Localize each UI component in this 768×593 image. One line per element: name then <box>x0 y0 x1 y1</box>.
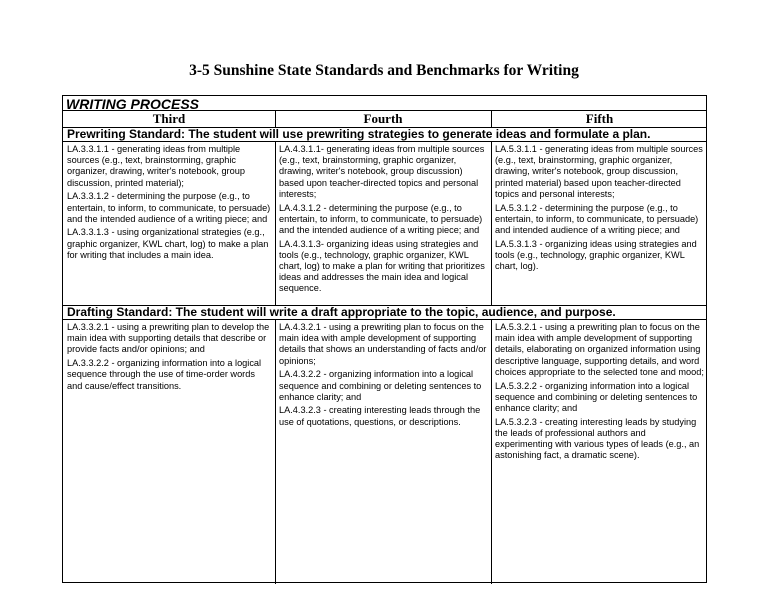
benchmark-text: LA.5.3.1.3 - organizing ideas using strategies and tools (e.g., technology, graphic organizer, KWL chart, log). <box>495 238 697 272</box>
benchmark-text: LA.5.3.1.1 - generating ideas from multiple sources (e.g., text, brainstorming, graphic organizer, drawing, writer's notebook, group discussion, printed material) based upon teacher-directed topics and personal interests; <box>495 144 703 199</box>
drafting-standard: Drafting Standard: The student will write a draft appropriate to the topic, audience, and purpose. <box>67 305 616 319</box>
column-header-fifth: Fifth <box>585 111 614 126</box>
benchmark-text: LA.3.3.2.2 - organizing information into a logical sequence through the use of time-order words and cause/effect transitions. <box>67 358 262 391</box>
benchmark-text: LA.5.3.2.3 - creating interesting leads by studying the leads of professional authors and experimenting with various types of leads (e.g., an astonishing fact, a dramatic scene). <box>495 416 700 461</box>
drafting-third-cell <box>67 322 271 394</box>
benchmark-text: LA.4.3.2.2 - organizing information into a logical sequence and combining or deleting sentences to enhance clarity; and <box>279 369 482 402</box>
standards-table <box>62 95 707 583</box>
benchmark-text: LA.5.3.2.2 - organizing information into a logical sequence and combining or deleting sentences to enhance clarity; and <box>495 380 698 413</box>
benchmark-text: LA.3.3.1.1 - generating ideas from multiple sources (e.g., text, brainstorming, graphic organizer, drawing, writer's notebook, group discussion, printed material); <box>67 144 245 188</box>
benchmark-text: LA.3.3.1.2 - determining the purpose (e.g., to entertain, to inform, to communicate, to persuade) and the intended audience of a writing piece; and <box>67 191 271 224</box>
prewriting-third-cell <box>67 144 271 264</box>
prewriting-fifth-cell <box>495 144 705 275</box>
benchmark-text: LA.4.3.1.1- generating ideas from multiple sources (e.g., text, brainstorming, graphic organizer, drawing, writer's notebook, group discussion) based upon teacher-directed topics and personal interests; <box>279 144 485 199</box>
document-title: 3-5 Sunshine State Standards and Benchmarks for Writing <box>189 62 579 79</box>
benchmark-text: LA.3.3.1.3 - using organizational strategies (e.g., graphic organizer, KWL chart, log) to make a plan for writing that includes a main idea. <box>67 227 269 260</box>
benchmark-text: LA.4.3.2.1 - using a prewriting plan to focus on the main idea with ample development of supporting details that shows an understanding of facts and/or opinions; <box>279 322 487 366</box>
benchmark-text: LA.4.3.1.2 - determining the purpose (e.g., to entertain, to inform, to communicate, to persuade) and the intended audience of a writing piece; and <box>279 202 483 235</box>
column-divider <box>491 141 492 305</box>
benchmark-text: LA.4.3.2.3 - creating interesting leads through the use of quotations, questions, or descriptions. <box>279 405 481 427</box>
benchmark-text: LA.5.3.1.2 - determining the purpose (e.g., to entertain, to inform, to communicate, to persuade) and intended audience of a writing piece; and <box>495 202 699 235</box>
column-divider <box>275 319 276 584</box>
table-rule <box>63 319 706 320</box>
column-header-fourth: Fourth <box>363 111 403 126</box>
table-rule <box>63 141 706 142</box>
benchmark-text: LA.4.3.1.3- organizing ideas using strategies and tools (e.g., technology, graphic organizer, KWL chart, log) to make a plan for writing that prioritizes ideas and addresses the main idea and logical sequence. <box>279 238 485 294</box>
prewriting-standard: Prewriting Standard: The student will use prewriting strategies to generate ideas and formulate a plan. <box>67 127 651 141</box>
drafting-fifth-cell <box>495 322 705 464</box>
prewriting-fourth-cell <box>279 144 487 297</box>
column-divider <box>491 319 492 584</box>
section-title: WRITING PROCESS <box>66 96 200 112</box>
benchmark-text: LA.3.3.2.1 - using a prewriting plan to develop the main idea with supporting details that describe or provide facts and/or opinions; and <box>67 322 270 355</box>
column-header-third: Third <box>152 111 186 126</box>
benchmark-text: LA.5.3.2.1 - using a prewriting plan to focus on the main idea with ample development of supporting details, elaborating on organized information using descriptive language, supporting details, and word choices appropriate to the selected tone and mood; <box>495 322 704 377</box>
column-divider <box>275 141 276 305</box>
drafting-fourth-cell <box>279 322 487 430</box>
